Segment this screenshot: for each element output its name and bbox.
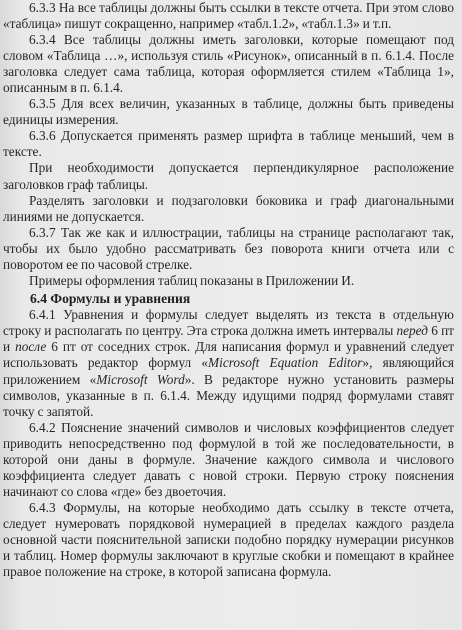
paragraph-6-4-3: 6.4.3 Формулы, на которые необходимо дать ссылку в тексте отчета, следует нумеровать порядковой нумерацией в пределах каждого раздела основной части пояснительной записки подобно порядку нумерации рисунков и таблиц. Номер формулы заключают в круглые скобки и помещают в крайнее правое положение на строке, в которой записана формула. [3,499,454,580]
paragraph-6-3-3: 6.3.3 На все таблицы должны быть ссылки в тексте отчета. При этом слово «таблица» пишут сокращенно, например «табл.1.2», «табл.1.3» и т.п. [3,0,454,32]
p641-part4: », являющийся приложением « [3,355,454,387]
paragraph-6-3-4: 6.3.4 Все таблицы должны иметь заголовки, которые помещают под словом «Таблица …», используя стиль «Рисунок», описанный в п. 6.1.4. После заголовка следует сама таблица, которая оформляется стилем «Таблица 1», описанным в п. 6.1.4. [3,32,454,96]
paragraph-6-4-2: 6.4.2 Пояснение значений символов и числовых коэффициентов следует приводить непосредственно под формулой в той же последовательности, в которой они даны в формуле. Значение каждого символа и числового коэффициента следует давать с новой строки. Первую строку пояснения начинают со слова «где» без двоеточия. [3,419,454,499]
paragraph-6-4-1 [3,307,454,419]
paragraph-6-3-6: 6.3.6 Допускается применять размер шрифта в таблице меньший, чем в тексте. [3,128,454,160]
paragraph-diagonal-lines: Разделять заголовки и подзаголовки боковика и граф диагональными линиями не допускается. [3,192,454,224]
paragraph-6-3-5: 6.3.5 Для всех величин, указанных в таблице, должны быть приведены единицы измерения. [3,96,454,128]
paragraph-perpendicular-headers: При необходимости допускается перпендикулярное расположение заголовков граф таблицы. [3,160,454,192]
p641-after: после [15,339,47,355]
section-heading-formulas: 6.4 Формулы и уравнения [30,290,191,306]
paragraph-appendix-examples: Примеры оформления таблиц показаны в Приложении И. [29,272,355,288]
p641-part2: 6 пт и [3,323,454,355]
p641-part1: 6.4.1 Уравнения и формулы следует выделять из текста в отдельную строку и располагать по центру. Эта строка должна иметь интервалы [3,307,454,339]
p641-part5: ». В редакторе нужно установить размеры символов, указанные в п. 6.1.4. Между идущими подряд формулами ставят точку с запятой. [3,371,455,419]
paragraph-6-3-7: 6.3.7 Так же как и иллюстрации, таблицы на странице располагают так, чтобы их было удобно рассматривать без поворота книги отчета или с поворотом ее по часовой стрелке. [3,224,454,272]
p641-part3: 6 пт от соседних строк. Для написания формул и уравнений следует использовать редактор формул « [3,339,455,371]
p641-editor: Microsoft Equation Editor [208,355,363,371]
p641-before: перед [396,323,428,339]
p641-word: Microsoft Word [96,371,185,387]
